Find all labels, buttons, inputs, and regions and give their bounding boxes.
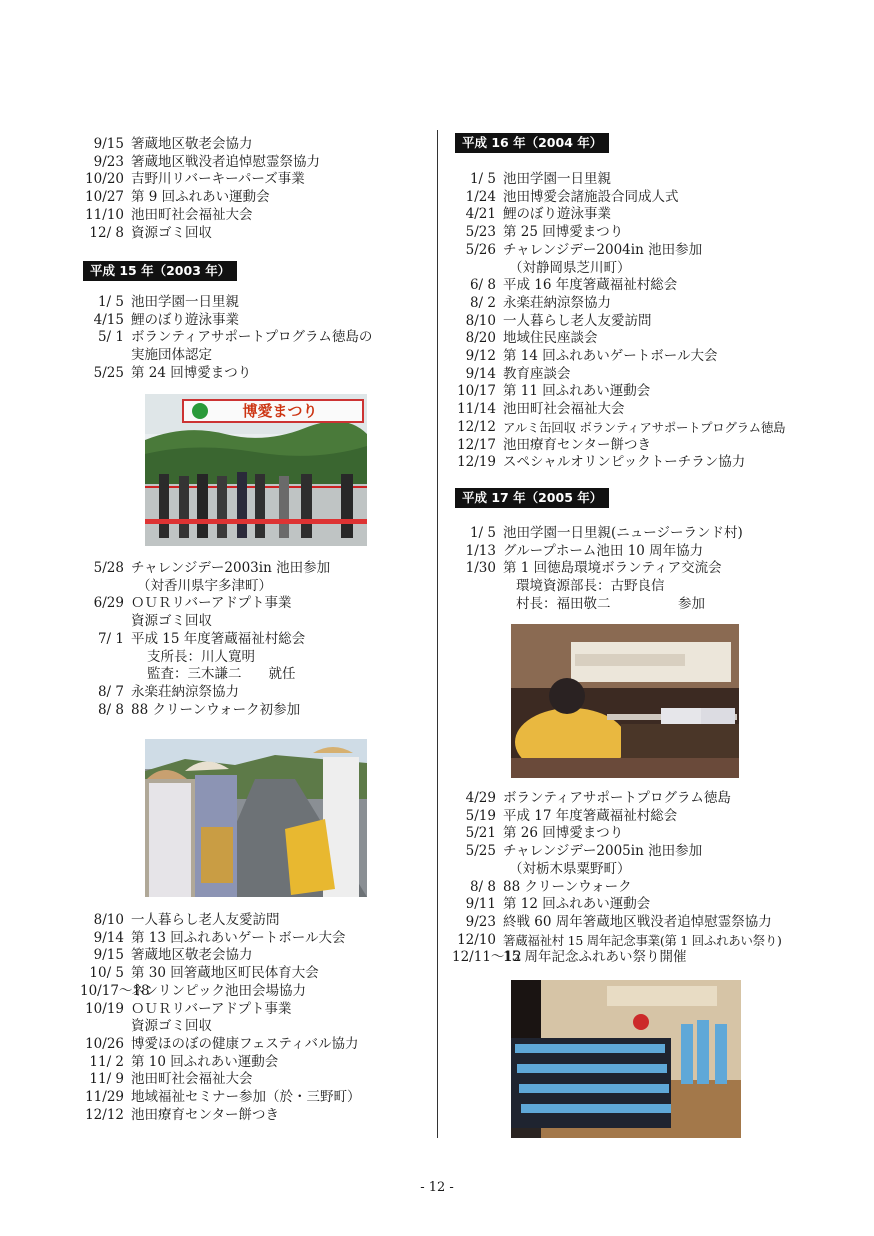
- entry-date: 12/10: [457, 931, 496, 948]
- entry-text: ネンリンピック池田会場協力: [131, 982, 306, 999]
- entry-text: （対香川県宇多津町）: [137, 577, 272, 594]
- entry-date: 4/21: [465, 206, 496, 223]
- photo-clean-walk: [145, 739, 367, 897]
- entry-date: 11/ 2: [89, 1053, 124, 1070]
- entry-text: 池田町社会福祉大会: [503, 401, 625, 418]
- entry-date: 10/26: [85, 1035, 124, 1052]
- entry-text: チャレンジデー2003in 池田参加: [131, 560, 331, 576]
- entry-text: チャレンジデー2004in 池田参加: [503, 241, 703, 258]
- entry-date: 1/ 5: [469, 171, 496, 187]
- heading-2004: 平成 16 年（2004 年）: [455, 133, 609, 153]
- entry-text: 地域福祉セミナー参加（於・三野町）: [131, 1089, 361, 1105]
- entry-date: 8/ 7: [97, 683, 124, 700]
- entry-text: 鯉のぼり遊泳事業: [131, 311, 239, 328]
- entry-text: 池田町社会福祉大会: [131, 206, 253, 223]
- entry-text: アルミ缶回収 ボランティアサポートプログラム徳島: [503, 419, 786, 435]
- entry-continuation: 村長：福田敬二 参加: [516, 595, 705, 612]
- entry-text: 第 1 回徳島環境ボランティア交流会: [503, 560, 722, 577]
- photo-fureai-festival-image: [511, 980, 741, 1138]
- entry-date: 10/20: [85, 171, 124, 188]
- entry-text: 88 クリーンウォーク: [503, 878, 632, 895]
- entry-text: 箸蔵地区敬老会協力: [131, 947, 253, 964]
- entry-text: 鯉のぼり遊泳事業: [503, 206, 611, 223]
- entry-text: 実施団体認定: [131, 347, 212, 364]
- entry-text: 88 クリーンウォーク初参加: [131, 701, 301, 718]
- entry-text: 第 14 回ふれあいゲートボール大会: [503, 348, 718, 364]
- entry-date: 4/29: [465, 790, 496, 806]
- entry-text: ボランティアサポートプログラム徳島: [503, 790, 731, 806]
- photo-hakuai-festival: [145, 394, 367, 546]
- entry-date: 12/ 8: [89, 224, 124, 241]
- entry-text: グループホーム池田 10 周年協力: [503, 542, 704, 559]
- entry-text: 博愛ほのぼの健康フェスティバル協力: [131, 1035, 359, 1052]
- entry-text: 第 10 回ふれあい運動会: [131, 1053, 279, 1070]
- entry-text: ＯＵＲリバーアドプト事業: [131, 1000, 292, 1017]
- entry-text: 地域住民座談会: [503, 330, 598, 347]
- entry-date: 9/12: [465, 348, 496, 364]
- entry-date: 9/15: [93, 136, 124, 152]
- entry-text: 池田学園一日里親: [503, 171, 611, 187]
- page-number: - 12 -: [420, 1180, 454, 1195]
- entry-text: 支所長：川人寛明: [147, 648, 255, 665]
- entry-text: 一人暮らし老人友愛訪問: [131, 912, 280, 928]
- entry-date: 9/11: [465, 896, 496, 913]
- entry-text: 平成 17 年度箸蔵福祉村総会: [503, 807, 678, 824]
- entry-date: 5/19: [465, 807, 496, 824]
- photo-environment-exchange-image: [511, 624, 739, 778]
- entry-text: 資源ゴミ回収: [131, 1018, 212, 1035]
- entry-text: 第 25 回博愛まつり: [503, 224, 624, 241]
- entry-text: 第 9 回ふれあい運動会: [131, 189, 270, 206]
- entry-date: 8/10: [465, 312, 496, 329]
- entry-date: 12/19: [457, 454, 496, 471]
- photo-environment-exchange: [511, 624, 739, 778]
- entry-date: 9/15: [93, 947, 124, 964]
- entry-text: 一人暮らし老人友愛訪問: [503, 312, 652, 329]
- entry-date: 5/28: [93, 560, 124, 576]
- entry-text: 永楽荘納涼祭協力: [131, 683, 239, 700]
- entry-date: 5/25: [93, 364, 124, 381]
- entry-date: 6/29: [93, 595, 124, 612]
- entry-date: 8/ 2: [469, 294, 496, 311]
- entry-date: 4/15: [93, 311, 124, 328]
- entry-date: 5/21: [465, 825, 496, 842]
- entry-date: 5/23: [465, 224, 496, 241]
- entry-text: 終戦 60 周年箸蔵地区戦没者追悼慰霊祭協力: [503, 913, 772, 930]
- entry-date: 9/23: [93, 153, 124, 170]
- entry-text: 吉野川リバーキーパーズ事業: [131, 171, 305, 188]
- entry-text: 箸蔵地区戦没者追悼慰霊祭協力: [131, 153, 320, 170]
- entry-date: 8/ 8: [469, 878, 496, 895]
- entry-text: チャレンジデー2005in 池田参加: [503, 843, 703, 860]
- entry-text: 資源ゴミ回収: [131, 224, 212, 241]
- entry-text: 池田療育センター餅つき: [503, 436, 651, 453]
- entry-date: 9/14: [93, 929, 124, 946]
- entry-date: 8/20: [465, 330, 496, 347]
- entry-date: 10/27: [85, 189, 124, 206]
- photo-clean-walk-image: [145, 739, 367, 897]
- entry-text: 池田学園一日里親(ニュージーランド村): [503, 525, 743, 541]
- entry-text: 第 12 回ふれあい運動会: [503, 896, 651, 913]
- entry-text: 第 11 回ふれあい運動会: [503, 383, 651, 400]
- entry-text: 教育座談会: [503, 365, 571, 382]
- entry-date: 5/26: [465, 241, 496, 258]
- entry-date: 1/ 5: [469, 525, 496, 541]
- entry-text: 平成 15 年度箸蔵福祉村総会: [131, 630, 306, 647]
- photo-fureai-festival: [511, 980, 741, 1138]
- entry-text: 池田町社会福祉大会: [131, 1071, 253, 1088]
- entry-date: 7/ 1: [97, 630, 124, 647]
- entry-date: 5/ 1: [97, 329, 124, 346]
- entry-date: 6/ 8: [469, 277, 496, 294]
- entry-date: 9/23: [465, 913, 496, 930]
- entry-text: 資源ゴミ回収: [131, 613, 212, 630]
- entry-text: 池田療育センター餅つき: [131, 1106, 279, 1123]
- entry-date: 1/ 5: [97, 294, 124, 310]
- entry-text: （対静岡県芝川町）: [509, 259, 631, 276]
- entry-text: 第 13 回ふれあいゲートボール大会: [131, 929, 346, 946]
- entry-text: 監査：三木謙二 就任: [147, 666, 296, 683]
- column-divider: [437, 130, 438, 1138]
- entry-date: 9/14: [465, 365, 496, 382]
- heading-2003: 平成 15 年（2003 年）: [83, 261, 237, 281]
- entry-text: 第 24 回博愛まつり: [131, 364, 252, 381]
- entry-text: （対栃木県粟野町）: [509, 860, 631, 877]
- entry-date: 10/19: [85, 1000, 124, 1017]
- entry-text: ボランティアサポートプログラム徳島の: [131, 329, 373, 346]
- entry-text: 15 周年記念ふれあい祭り開催: [503, 949, 687, 966]
- entry-text: ＯＵＲリバーアドプト事業: [131, 595, 292, 612]
- photo-banner-text: 博愛まつり: [242, 402, 318, 420]
- entry-date: 11/14: [457, 401, 496, 418]
- entry-date: 10/17～18: [80, 982, 150, 999]
- entry-date: 8/10: [93, 912, 124, 928]
- entry-text: スペシャルオリンピックトーチラン協力: [503, 454, 746, 471]
- entry-date: 12/17: [457, 436, 496, 453]
- entry-date: 8/ 8: [97, 701, 124, 718]
- entry-date: 10/ 5: [89, 965, 124, 982]
- entry-text: 永楽荘納涼祭協力: [503, 294, 611, 311]
- entry-text: 箸蔵福祉村 15 周年記念事業(第 1 回ふれあい祭り): [503, 932, 782, 948]
- entry-text: 平成 16 年度箸蔵福祉村総会: [503, 277, 678, 294]
- entry-date: 12/11～12: [452, 949, 522, 966]
- entry-text: 池田学園一日里親: [131, 294, 239, 310]
- entry-text: 第 26 回博愛まつり: [503, 825, 624, 842]
- entry-date: 10/17: [457, 383, 496, 400]
- heading-2005: 平成 17 年（2005 年）: [455, 488, 609, 508]
- entry-date: 12/12: [85, 1106, 124, 1123]
- entry-date: 1/24: [465, 188, 496, 205]
- entry-text: 第 30 回箸蔵地区町民体育大会: [131, 965, 319, 982]
- entry-date: 5/25: [465, 843, 496, 860]
- entry-date: 1/13: [465, 542, 496, 559]
- entry-text: 箸蔵地区敬老会協力: [131, 136, 253, 152]
- entry-date: 11/10: [85, 206, 124, 223]
- entry-date: 11/ 9: [89, 1071, 124, 1088]
- entry-continuation: 環境資源部長：古野良信: [516, 578, 665, 594]
- entry-text: 池田博愛会諸施設合同成人式: [503, 188, 679, 205]
- entry-date: 11/29: [85, 1089, 124, 1105]
- entry-date: 1/30: [465, 560, 496, 577]
- entry-date: 12/12: [457, 418, 496, 435]
